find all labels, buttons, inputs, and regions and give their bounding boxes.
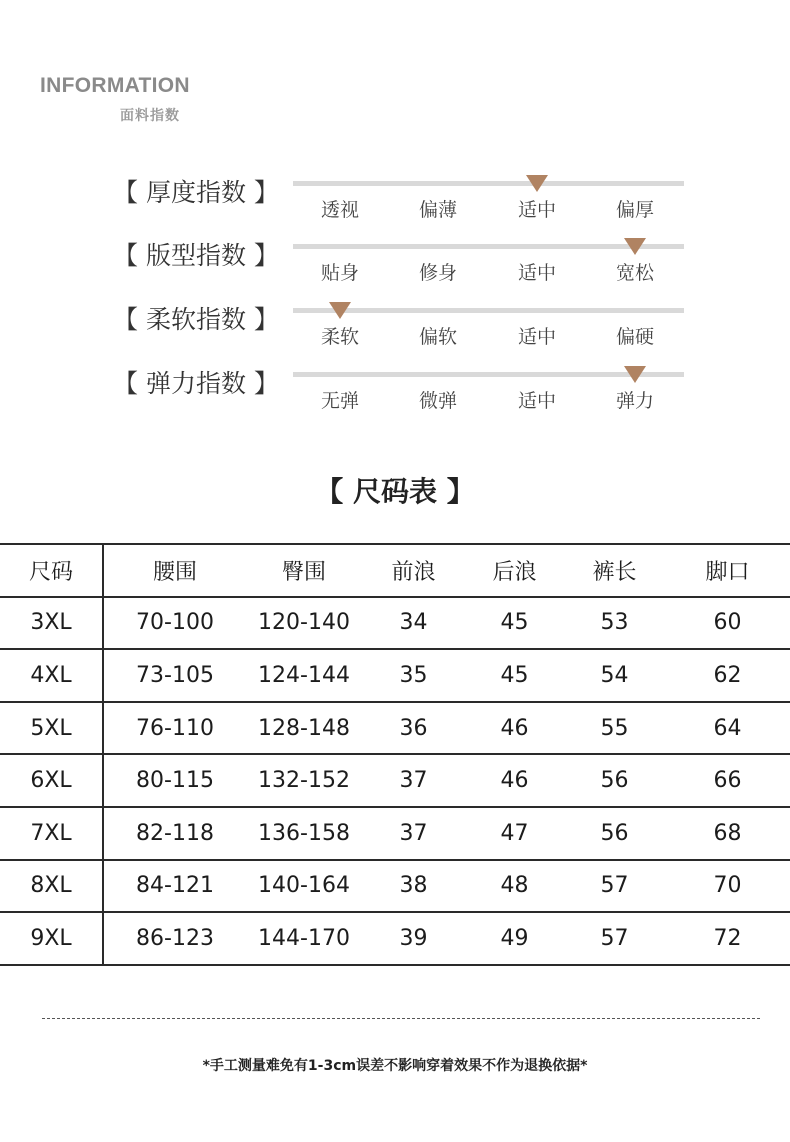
index-marker-icon [329,302,351,319]
size-table-header-row [0,544,790,597]
table-cell: 68 [665,807,790,860]
table-cell: 7XL [0,807,103,860]
table-cell: 46 [465,754,564,807]
table-cell: 120-140 [246,597,362,650]
table-cell: 62 [665,649,790,702]
index-row [0,369,790,429]
table-cell: 86-123 [103,912,246,965]
header-leg-opening: 脚口 [665,544,790,597]
table-cell: 46 [465,702,564,755]
index-label: 【 版型指数 】 [113,241,279,270]
index-option: 无弹 [320,390,360,412]
table-cell: 45 [465,649,564,702]
table-cell: 54 [564,649,665,702]
table-cell: 80-115 [103,754,246,807]
header-hip: 臀围 [246,544,362,597]
header-waist: 腰围 [103,544,246,597]
index-option: 适中 [517,326,557,348]
info-title: INFORMATION [40,74,190,97]
index-option: 微弹 [418,390,458,412]
index-marker-icon [526,175,548,192]
table-cell: 70-100 [103,597,246,650]
size-table-title: 【 尺码表 】 [315,475,475,508]
index-option: 柔软 [320,326,360,348]
table-cell: 53 [564,597,665,650]
table-cell: 35 [362,649,465,702]
index-label: 【 厚度指数 】 [113,178,279,207]
index-option: 适中 [517,390,557,412]
index-track [293,308,684,313]
table-cell: 37 [362,754,465,807]
table-row [0,597,790,650]
table-cell: 34 [362,597,465,650]
table-cell: 4XL [0,649,103,702]
table-cell: 84-121 [103,860,246,913]
index-option: 偏薄 [418,199,458,221]
table-cell: 140-164 [246,860,362,913]
index-marker-icon [624,366,646,383]
index-label: 【 弹力指数 】 [113,369,279,398]
index-option: 偏硬 [615,326,655,348]
table-cell: 49 [465,912,564,965]
table-cell: 9XL [0,912,103,965]
measurement-note: *手工测量难免有1-3cm误差不影响穿着效果不作为退换依据* [202,1058,588,1074]
index-option: 弹力 [615,390,655,412]
size-table [0,543,790,966]
index-row [0,305,790,365]
table-cell: 6XL [0,754,103,807]
table-cell: 48 [465,860,564,913]
table-row [0,649,790,702]
table-cell: 55 [564,702,665,755]
index-track [293,181,684,186]
index-option: 修身 [418,262,458,284]
table-cell: 5XL [0,702,103,755]
index-option: 宽松 [615,262,655,284]
table-row [0,807,790,860]
table-cell: 8XL [0,860,103,913]
table-cell: 73-105 [103,649,246,702]
table-row [0,754,790,807]
table-cell: 144-170 [246,912,362,965]
info-subtitle: 面料指数 [120,108,180,124]
index-option: 适中 [517,199,557,221]
header-back-rise: 后浪 [465,544,564,597]
index-label: 【 柔软指数 】 [113,305,279,334]
table-row [0,912,790,965]
table-row [0,702,790,755]
index-option: 偏软 [418,326,458,348]
header-length: 裤长 [564,544,665,597]
index-option: 透视 [320,199,360,221]
table-row [0,860,790,913]
index-row [0,241,790,301]
table-cell: 64 [665,702,790,755]
table-cell: 57 [564,860,665,913]
index-row [0,178,790,238]
index-option: 贴身 [320,262,360,284]
table-cell: 132-152 [246,754,362,807]
dashed-divider [42,1018,760,1019]
table-cell: 70 [665,860,790,913]
index-marker-icon [624,238,646,255]
table-cell: 136-158 [246,807,362,860]
table-cell: 60 [665,597,790,650]
table-cell: 128-148 [246,702,362,755]
table-cell: 82-118 [103,807,246,860]
table-cell: 76-110 [103,702,246,755]
table-cell: 45 [465,597,564,650]
table-cell: 37 [362,807,465,860]
table-cell: 56 [564,754,665,807]
table-cell: 3XL [0,597,103,650]
table-cell: 38 [362,860,465,913]
table-cell: 66 [665,754,790,807]
table-cell: 47 [465,807,564,860]
header-size: 尺码 [0,544,103,597]
index-option: 偏厚 [615,199,655,221]
table-cell: 72 [665,912,790,965]
table-cell: 56 [564,807,665,860]
table-cell: 39 [362,912,465,965]
index-option: 适中 [517,262,557,284]
header-front-rise: 前浪 [362,544,465,597]
table-cell: 124-144 [246,649,362,702]
table-cell: 57 [564,912,665,965]
table-cell: 36 [362,702,465,755]
